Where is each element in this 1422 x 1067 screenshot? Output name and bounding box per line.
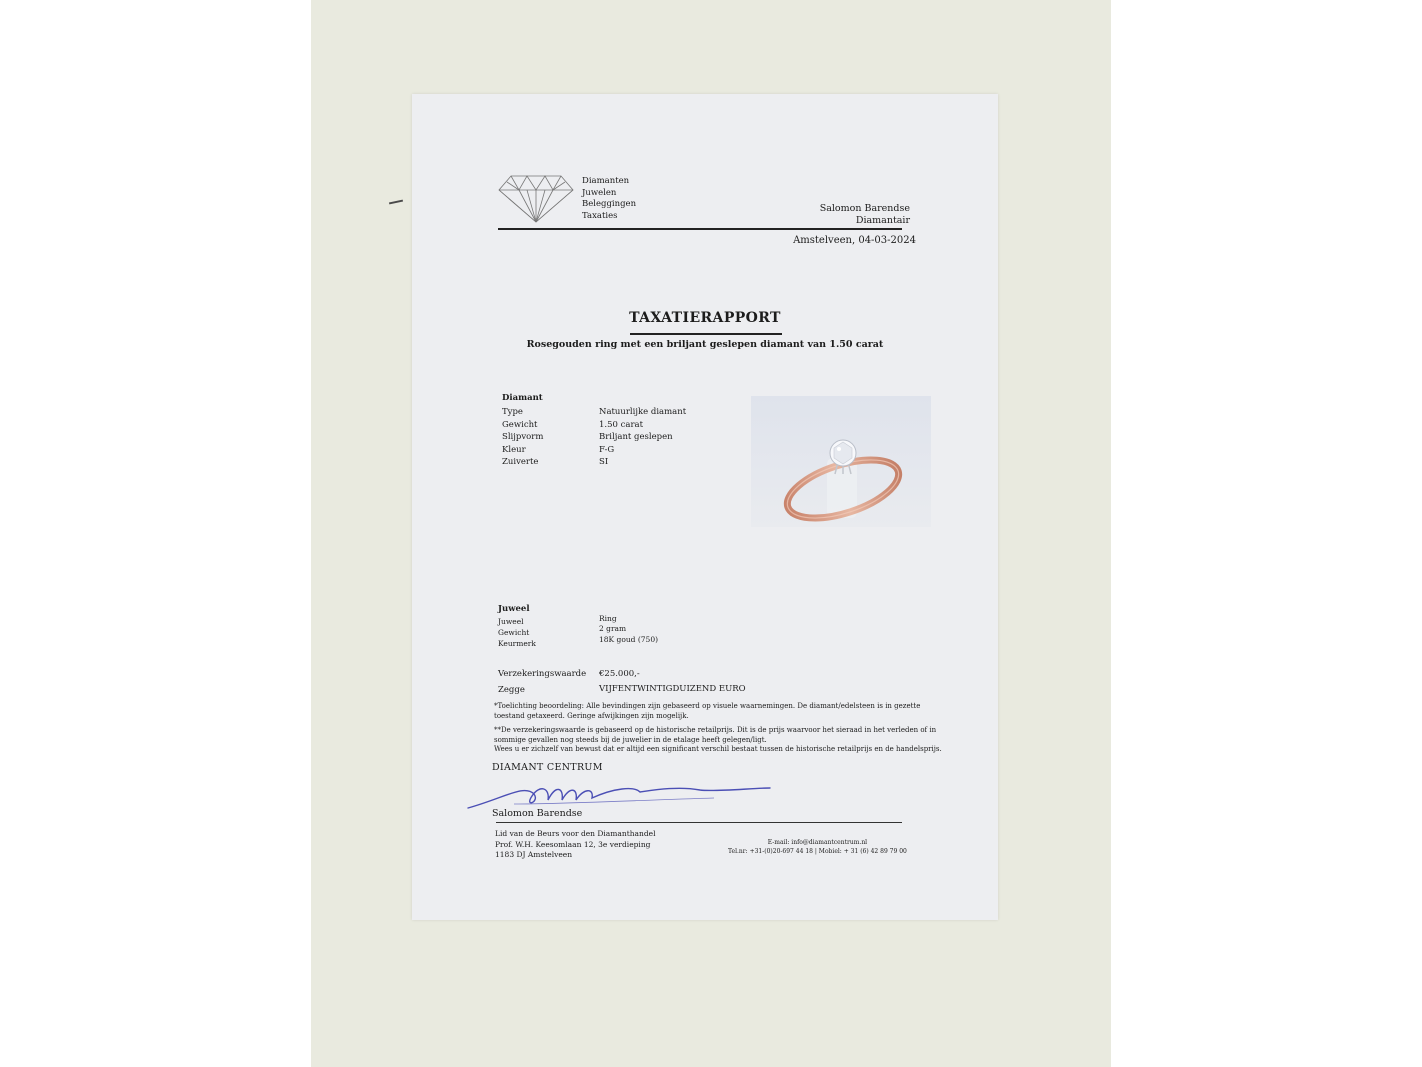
valuation-words-label: Zegge: [498, 685, 525, 695]
header-appraiser: [820, 203, 910, 226]
title-underline: [630, 333, 782, 335]
valuation-label: Verzekeringswaarde: [498, 669, 587, 679]
diamant-value-type: Natuurlijke diamant: [599, 407, 687, 417]
diamant-label-weight: Gewicht: [502, 420, 538, 430]
document-date: Amstelveen, 04-03-2024: [793, 235, 916, 246]
juweel-value-type: Ring: [599, 614, 617, 623]
footer-line: Lid van de Beurs voor den Diamanthandel: [495, 829, 656, 838]
diamant-value-weight: 1.50 carat: [599, 420, 644, 430]
note-insurance-value: [494, 726, 942, 755]
juweel-label-type: Juweel: [498, 617, 524, 626]
appraiser-role: Diamantair: [855, 214, 910, 226]
valuation-words-value: VIJFENTWINTIGDUIZEND EURO: [599, 684, 746, 694]
diamant-heading: Diamant: [502, 393, 543, 403]
document-subtitle: Rosegouden ring met een briljant geslepen diamant van 1.50 carat: [526, 339, 884, 350]
juweel-label-hallmark: Keurmerk: [498, 639, 536, 648]
diamant-value-color: F-G: [599, 445, 615, 455]
note-line: Wees u er zichzelf van bewust dat er altijd een significant verschil bestaat tussen de historische retailprijs en de handelsprijs.: [494, 745, 942, 753]
valuation-value: €25.000,-: [599, 669, 640, 679]
signature-company: DIAMANT CENTRUM: [492, 762, 603, 773]
logo-line: Diamanten: [582, 176, 630, 186]
note-line: sommige gevallen nog steeds bij de juwelier in de etalage heeft gelegen/ligt.: [494, 735, 767, 744]
juweel-heading: Juweel: [498, 604, 530, 614]
juweel-label-weight: Gewicht: [498, 628, 530, 637]
ring-photo: [751, 396, 931, 527]
note-line: **De verzekeringswaarde is gebaseerd op de historische retailprijs. Dit is de prijs waarvoor het sieraad in het verleden of in: [494, 726, 937, 734]
note-line: *Toelichting beoordeling: Alle bevindingen zijn gebaseerd op visuele waarnemingen. De diamant/edelsteen is in gezette: [494, 702, 921, 710]
logo-text: [582, 176, 636, 222]
footer-email: E-mail: info@diamantcentrum.nl: [767, 839, 868, 846]
document-title: TAXATIERAPPORT: [629, 310, 781, 326]
juweel-value-hallmark: 18K goud (750): [599, 635, 659, 644]
appraisal-document: [412, 94, 998, 920]
footer-phone: Tel.nr: +31-(0)20-697 44 18 | Mobiel: + 31 (6) 42 89 79 00: [728, 848, 907, 855]
diamant-value-cut: Briljant geslepen: [599, 432, 673, 442]
diamant-label-color: Kleur: [502, 445, 526, 455]
header-rule: [498, 228, 902, 230]
footer-line: Prof. W.H. Keesomlaan 12, 3e verdieping: [495, 839, 651, 849]
diamant-value-clarity: SI: [599, 457, 609, 467]
note-line: toestand getaxeerd. Geringe afwijkingen zijn mogelijk.: [494, 711, 689, 720]
logo-line: Juwelen: [582, 187, 617, 198]
footer-contact: [728, 838, 907, 856]
diamant-label-type: Type: [502, 407, 523, 417]
appraiser-name: Salomon Barendse: [819, 203, 910, 214]
footer-rule: [496, 822, 902, 823]
diamond-icon: [497, 174, 575, 224]
juweel-value-weight: 2 gram: [599, 624, 627, 633]
signature-name: Salomon Barendse: [492, 808, 583, 819]
diamant-label-cut: Slijpvorm: [502, 432, 544, 442]
note-assessment: [494, 702, 920, 721]
diamant-label-clarity: Zuiverte: [502, 457, 539, 467]
logo-line: Taxaties: [582, 210, 618, 221]
logo-line: Beleggingen: [582, 199, 637, 209]
footer-line: 1183 DJ Amstelveen: [495, 850, 573, 859]
footer-address: [495, 829, 655, 861]
